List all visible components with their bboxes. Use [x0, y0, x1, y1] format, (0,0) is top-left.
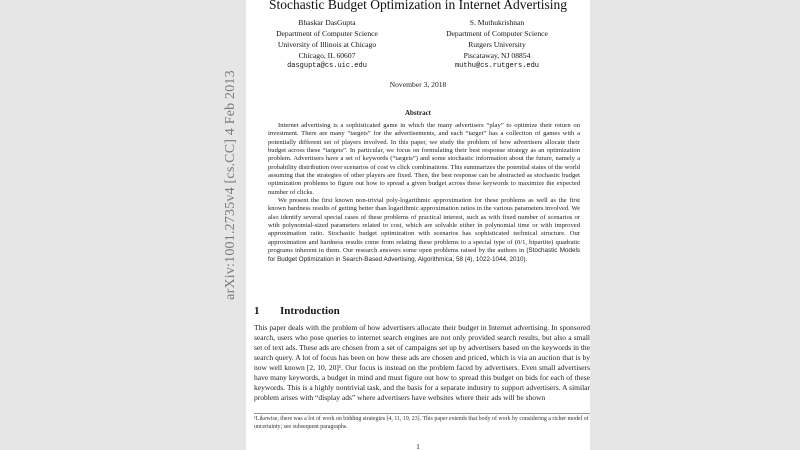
abstract-reference: (Stochastic Models for Budget Optimization in Search-Based Advertising, Algorithmica, 58 (4), 1022-1044, 2010). [268, 247, 581, 263]
abstract-body [268, 122, 580, 264]
abstract-paragraph-2-text: We present the first known non-trivial poly-logarithmic approximation for these problems as well as the first known hardness results of getting better than logarithmic approximation ratios in the various parameters involved. We also identify several special cases of these problems of practical interest, such as with fixed number of scenarios or with polynomial-sized parameters related to cost, which are solvable either in polynomial time or with improved approximation ratio. Stochastic budget optimization with scenarios has sophisticated technical structure. Our approximation and hardness results come from relating these problems to a special type of (0/1, bipartite) quadratic programs inherent in them. Our research answers some open problems raised by the authors in [268, 197, 580, 255]
author-name: S. Muthukrishnan [469, 18, 525, 27]
arxiv-id-text: arXiv:1001.2735v4 [cs.CC] 4 Feb 2013 [223, 70, 238, 300]
page-number: 1 [416, 442, 420, 450]
author-block-2 [422, 17, 572, 72]
paper-title: Stochastic Budget Optimization in Internet Advertising [268, 0, 568, 12]
author-address: Piscataway, NJ 08854 [463, 51, 531, 60]
author-institution: University of Illinois at Chicago [277, 40, 377, 49]
author-name: Bhaskar DasGupta [298, 18, 356, 27]
abstract-paragraph-2 [268, 197, 580, 264]
introduction-paragraph: This paper deals with the problem of how advertisers allocate their budget in Internet advertising. In sponsored search, users who pose queries to internet search engines are not only provided search results, but also a small set of text ads. These ads are chosen from a set of campaigns set up by advertisers based on the keywords in the search query. A lot of focus has been on how these ads are chosen and priced, which is via an auction that is by now well known [2, 10, 20]¹. Our focus is instead on the problem faced by advertisers. Even small advertisers have many keywords, a budget in mind and must figure out how to spread this budget on bids for each of these keywords. This is a highly nontrivial task, and the basis for a separate industry to support advertisers. A similar problem arises with “display ads” where advertisers have websites where their ads will be shown [254, 323, 590, 402]
author-email: dasgupta@cs.uic.edu [287, 62, 367, 70]
arxiv-identifier-stamp [221, 70, 241, 300]
author-department: Department of Computer Science [446, 29, 548, 38]
author-email: muthu@cs.rutgers.edu [454, 62, 539, 70]
paper-page [246, 0, 590, 450]
section-title: Introduction [280, 305, 340, 317]
author-department: Department of Computer Science [276, 29, 378, 38]
section-heading [254, 305, 584, 317]
author-block-1 [252, 17, 402, 72]
author-address: Chicago, IL 60607 [298, 51, 356, 60]
author-institution: Rutgers University [468, 40, 526, 49]
paper-date: November 3, 2018 [389, 80, 447, 89]
section-number: 1 [254, 305, 260, 317]
abstract-heading: Abstract [404, 109, 432, 117]
introduction-body [254, 323, 590, 403]
abstract-paragraph-1: Internet advertising is a sophisticated game in which the many advertisers “play” to optimize their return on investment. There are many “targets” for the advertisements, and each “target” has a collection of games with a potentially different set of players involved. In this paper, we study the problem of how advertisers allocate their budget across these “targets”. In particular, we focus on formulating their best response strategy as an optimization problem. Advertisers have a set of keywords (“targets”) and some stochastic information about the future, namely a probability distribution over scenarios of cost vs click combinations. This summarizes the potential states of the world assuming that the strategies of other players are fixed. Then, the best response can be abstracted as stochastic budget optimization problems to figure out how to spread a given budget across these keywords to maximize the expected number of clicks. [268, 122, 580, 196]
footnote: ¹Likewise, there was a lot of work on bidding strategies [4, 11, 19, 23]. This paper extends that body of work by considering a richer model of uncertainty; see subsequent paragraphs. [254, 413, 590, 431]
